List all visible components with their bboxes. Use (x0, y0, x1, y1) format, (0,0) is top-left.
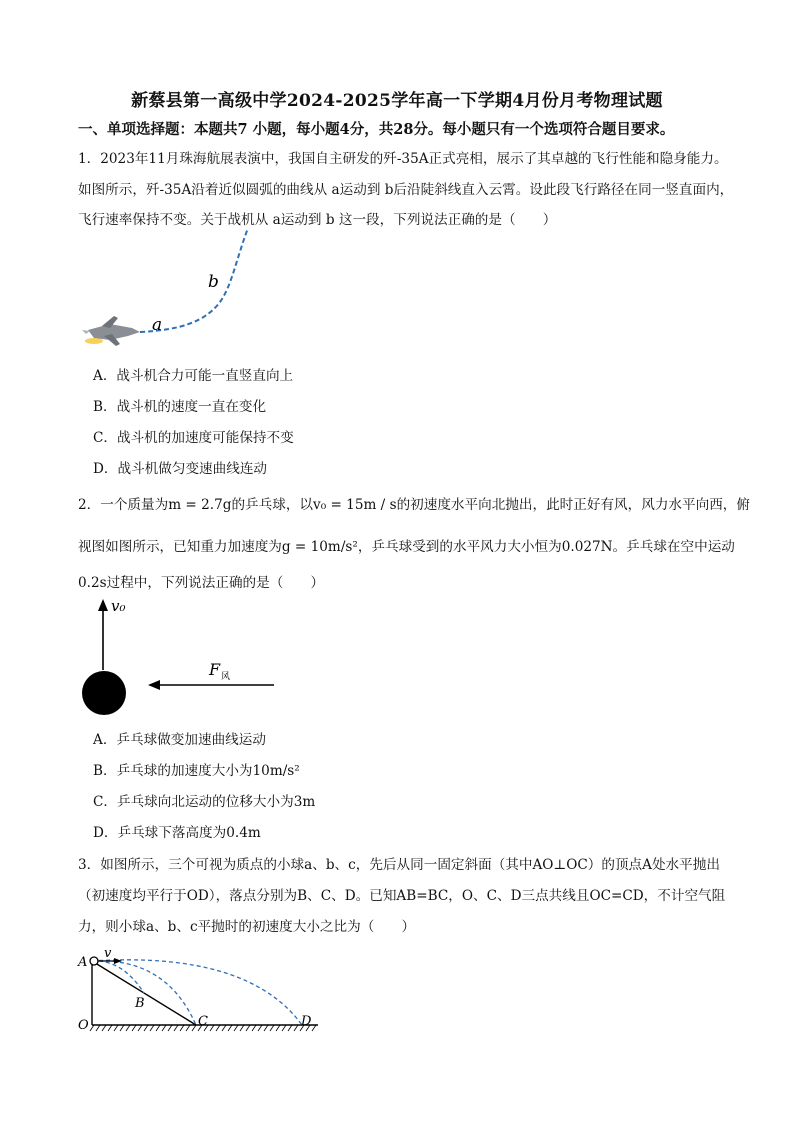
q2-v0-label: v₀ (111, 597, 126, 615)
q3-line-2: （初速度均平行于OD），落点分别为B、C、D。已知AB=BC，O、C、D三点共线且OC=CD，不计空气阻 (78, 888, 726, 904)
q3-label-o: O (78, 1018, 89, 1033)
q1-line-3: 飞行速率保持不变。关于战机从 a运动到 b 这一段，下列说法正确的是（ ） (78, 212, 557, 228)
q2-option-c: C．乒乓球向北运动的位移大小为3m (93, 794, 316, 810)
right-arrow-icon (114, 958, 122, 964)
q2-line-3: 0.2s过程中，下列说法正确的是（ ） (78, 575, 325, 591)
q3-label-d: D (301, 1014, 312, 1029)
q1-label-b: b (208, 272, 219, 292)
q1-line-2: 如图所示，歼-35A沿着近似圆弧的曲线从 a运动到 b后沿陡斜线直入云霄。设此段飞行路径在同一竖直面内， (78, 182, 734, 198)
q1-figure (80, 230, 280, 360)
q3-label-v: v (104, 946, 112, 961)
ball-at-a (90, 957, 98, 965)
q3-label-a: A (78, 955, 88, 970)
q1-option-a: A．战斗机合力可能一直竖直向上 (93, 368, 294, 384)
q2-f-label: F (209, 660, 221, 679)
q1-label-a: a (152, 315, 163, 335)
q3-line-3: 力，则小球a、b、c平抛时的初速度大小之比为（ ） (78, 919, 416, 935)
q2-line-2: 视图如图所示，已知重力加速度为g = 10m/s²，乒乓球受到的水平风力大小恒为0.027N。乒乓球在空中运动 (78, 539, 735, 555)
q1-option-d: D．战斗机做匀变速曲线连动 (93, 461, 268, 477)
q3-label-c: C (198, 1014, 208, 1029)
q2-option-b: B．乒乓球的加速度大小为10m/s² (93, 763, 300, 779)
q3-line-1: 3．如图所示，三个可视为质点的小球a、b、c，先后从同一固定斜面（其中AO⊥OC）的顶点A处水平抛出 (78, 857, 720, 873)
ping-pong-ball (82, 671, 126, 715)
q2-figure (78, 595, 288, 720)
q2-line-1: 2．一个质量为m = 2.7g的乒乓球，以v₀ = 15m / s的初速度水平向北抛出，此时正好有风，风力水平向西，俯 (78, 497, 750, 513)
q1-line-1: 1．2023年11月珠海航展表演中，我国自主研发的歼-35A正式亮相，展示了其卓越的飞行性能和隐身能力。 (78, 151, 728, 167)
q1-option-b: B．战斗机的速度一直在变化 (93, 399, 267, 415)
q2-option-d: D．乒乓球下落高度为0.4m (93, 825, 261, 841)
section-heading: 一、单项选择题：本题共7 小题，每小题4分，共28分。每小题只有一个选项符合题目要求。 (78, 121, 675, 138)
q2-option-a: A．乒乓球做变加速曲线运动 (93, 732, 266, 748)
left-arrow-icon (148, 680, 160, 690)
jet-icon (82, 316, 140, 346)
up-arrow-icon (98, 599, 108, 611)
page-title: 新蔡县第一高级中学2024-2025学年高一下学期4月份月考物理试题 (131, 91, 663, 111)
q3-figure (78, 945, 328, 1040)
q2-f-sub: 风 (221, 672, 231, 682)
q3-label-b: B (135, 996, 145, 1011)
q1-option-c: C．战斗机的加速度可能保持不变 (93, 430, 294, 446)
